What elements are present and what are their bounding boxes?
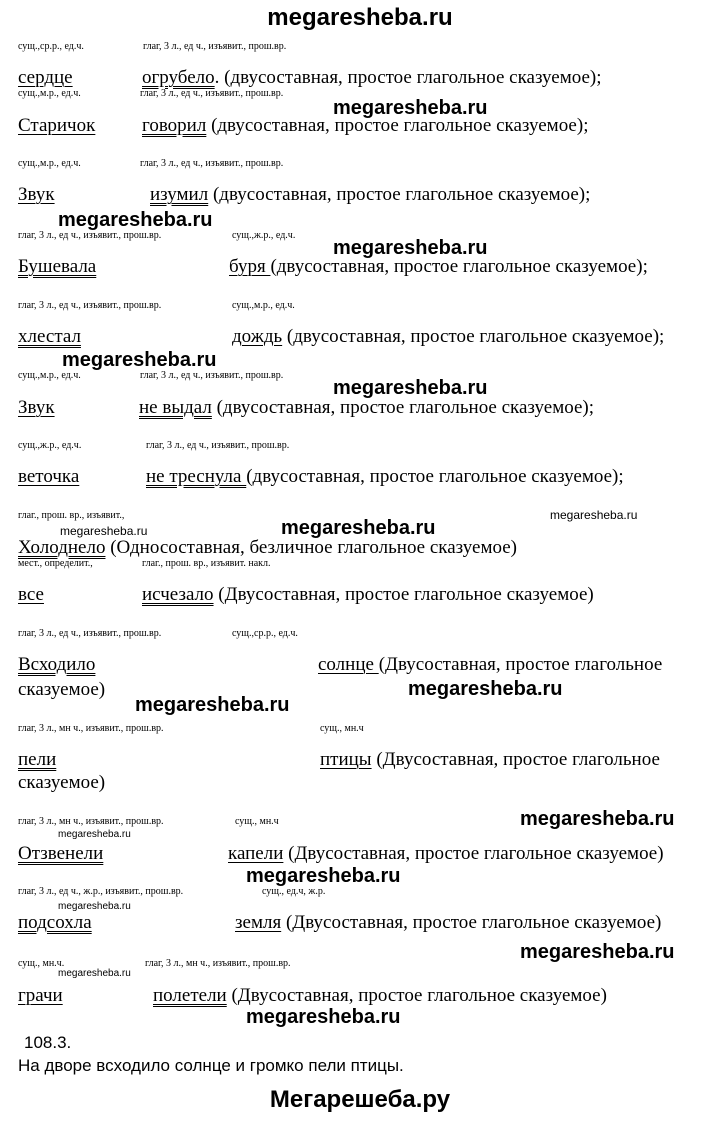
- predicate-word: Бушевала: [18, 256, 97, 277]
- grammar-note-subject: сущ.,ср.р., ед.ч.: [18, 41, 84, 52]
- subject-word: птицы: [320, 749, 372, 770]
- sentence-row: [18, 325, 81, 348]
- watermark: megaresheba.ru: [58, 901, 131, 912]
- predicate-word: Всходило: [18, 654, 96, 675]
- subject-word: Звук: [18, 397, 55, 418]
- sentence-note: (двусоставная, простое глагольное сказуемое);: [270, 256, 648, 277]
- watermark: megaresheba.ru: [333, 377, 488, 399]
- sentence-note-continuation: сказуемое): [18, 772, 106, 793]
- grammar-note-subject: глаг, 3 л., ед ч., изъявит., прош.вр.: [18, 628, 162, 639]
- watermark: megaresheba.ru: [135, 694, 290, 716]
- watermark: megaresheba.ru: [58, 968, 131, 979]
- grammar-note-predicate: глаг, 3 л., ед ч., изъявит., прош.вр.: [146, 440, 290, 451]
- sentence-note: (Двусоставная, простое глагольное сказуемое): [283, 843, 664, 864]
- page-header-title: megaresheba.ru: [267, 4, 453, 31]
- predicate-word: изумил: [150, 184, 209, 205]
- predicate-word: хлестал: [18, 326, 81, 347]
- watermark: megaresheba.ru: [408, 678, 563, 700]
- watermark: megaresheba.ru: [246, 865, 401, 887]
- sentence-row: [18, 396, 55, 419]
- subject-word: дождь: [232, 326, 283, 347]
- sentence-note: (двусоставная, простое глагольное сказуемое);: [208, 184, 591, 205]
- sentence-row: [318, 653, 662, 676]
- grammar-note-subject: глаг, 3 л., мн ч., изъявит., прош.вр.: [18, 723, 164, 734]
- grammar-note-predicate: глаг, 3 л., мн ч., изъявит., прош.вр.: [145, 958, 291, 969]
- grammar-note-predicate: глаг, 3 л., ед ч., изъявит., прош.вр.: [140, 158, 284, 169]
- sentence-row: [18, 842, 103, 865]
- sentence-row: [18, 748, 56, 771]
- grammar-note-subject: глаг, 3 л., ед ч., изъявит., прош.вр.: [18, 300, 162, 311]
- grammar-note-predicate: глаг, 3 л., ед ч., изъявит., прош.вр.: [140, 88, 284, 99]
- subject-word: все: [18, 584, 44, 605]
- sentence-note-continuation: сказуемое): [18, 679, 106, 700]
- predicate-word: Отзвенели: [18, 843, 104, 864]
- sentence-row: [18, 66, 73, 89]
- watermark: megaresheba.ru: [333, 237, 488, 259]
- predicate-word: огрубело: [142, 67, 215, 88]
- subject-word: буря: [229, 256, 271, 277]
- subject-word: капели: [228, 843, 284, 864]
- sentence-row: [232, 325, 664, 348]
- grammar-note-subject: мест., определит.,: [18, 558, 93, 569]
- sentence-row: [150, 183, 590, 206]
- sentence-row: [18, 183, 55, 206]
- watermark: megaresheba.ru: [520, 941, 675, 963]
- sentence-row: [142, 583, 594, 606]
- grammar-note-predicate: сущ., мн.ч: [235, 816, 279, 827]
- sentence-row: [18, 536, 517, 559]
- sentence-note: (Односоставная, безличное глагольное сказуемое): [105, 537, 517, 558]
- sentence-note: (Двусоставная, простое глагольное: [371, 749, 660, 770]
- sentence-row: [18, 465, 79, 488]
- sentence-note: . (двусоставная, простое глагольное сказуемое);: [214, 67, 602, 88]
- sentence-note: (двусоставная, простое глагольное сказуемое);: [211, 397, 595, 418]
- predicate-word: подсохла: [18, 912, 92, 933]
- task-sentence: На дворе всходило солнце и громко пели птицы.: [18, 1056, 404, 1075]
- grammar-note-predicate: сущ.,ср.р., ед.ч.: [232, 628, 298, 639]
- sentence-row: [146, 465, 624, 488]
- sentence-note: (двусоставная, простое глагольное сказуемое);: [246, 466, 624, 487]
- grammar-note-subject: сущ.,ж.р., ед.ч.: [18, 440, 82, 451]
- subject-word: земля: [235, 912, 282, 933]
- watermark: megaresheba.ru: [60, 524, 148, 538]
- sentence-row: [18, 583, 44, 606]
- sentence-row: [320, 748, 660, 771]
- predicate-word: пели: [18, 749, 57, 770]
- predicate-word: исчезало: [142, 584, 214, 605]
- watermark: megaresheba.ru: [62, 349, 217, 371]
- predicate-word: полетели: [153, 985, 227, 1006]
- sentence-row: [235, 911, 661, 934]
- sentence-note: (двусоставная, простое глагольное сказуемое);: [206, 115, 589, 136]
- grammar-note-predicate: сущ., ед.ч, ж.р.: [262, 886, 326, 897]
- sentence-row: [18, 114, 95, 137]
- subject-word: Звук: [18, 184, 55, 205]
- subject-word: веточка: [18, 466, 80, 487]
- sentence-note: (Двусоставная, простое глагольное сказуемое): [213, 584, 594, 605]
- sentence-row: [18, 984, 63, 1007]
- grammar-note-predicate: сущ.,м.р., ед.ч.: [232, 300, 295, 311]
- grammar-note-subject: сущ.,м.р., ед.ч.: [18, 158, 81, 169]
- grammar-note-subject: глаг, 3 л., ед ч., ж.р., изъявит., прош.вр.: [18, 886, 184, 897]
- sentence-row: [18, 653, 95, 676]
- task-number: 108.3.: [24, 1033, 72, 1052]
- sentence-note: (Двусоставная, простое глагольное сказуемое): [281, 912, 662, 933]
- subject-word: грачи: [18, 985, 63, 1006]
- predicate-word: говорил: [142, 115, 207, 136]
- grammar-note-subject: глаг, 3 л., ед ч., изъявит., прош.вр.: [18, 230, 162, 241]
- watermark: megaresheba.ru: [246, 1006, 401, 1028]
- predicate-word: не выдал: [139, 397, 212, 418]
- watermark: megaresheba.ru: [281, 517, 436, 539]
- watermark: megaresheba.ru: [333, 97, 488, 119]
- sentence-row: [228, 842, 664, 865]
- watermark: megaresheba.ru: [520, 808, 675, 830]
- predicate-word: Холоднело: [18, 537, 106, 558]
- watermark: megaresheba.ru: [58, 209, 213, 231]
- watermark: megaresheba.ru: [550, 508, 638, 522]
- grammar-note-predicate: глаг, 3 л., ед ч., изъявит., прош.вр.: [140, 370, 284, 381]
- subject-word: Старичок: [18, 115, 96, 136]
- sentence-note: (Двусоставная, простое глагольное сказуемое): [226, 985, 607, 1006]
- grammar-note-predicate: глаг, 3 л., ед ч., изъявит., прош.вр.: [143, 41, 287, 52]
- sentence-row: [18, 911, 92, 934]
- watermark: megaresheba.ru: [58, 829, 131, 840]
- grammar-note-subject: сущ.,м.р., ед.ч.: [18, 370, 81, 381]
- sentence-row: [153, 984, 607, 1007]
- predicate-word: не треснула: [146, 466, 247, 487]
- grammar-note-predicate: сущ., мн.ч: [320, 723, 364, 734]
- subject-word: сердце: [18, 67, 73, 88]
- grammar-note-subject: глаг, 3 л., мн ч., изъявит., прош.вр.: [18, 816, 164, 827]
- grammar-note-predicate: глаг., прош. вр., изъявит.,: [18, 510, 125, 521]
- grammar-note-subject: сущ.,м.р., ед.ч.: [18, 88, 81, 99]
- page-footer-title: Мегарешеба.ру: [269, 1086, 451, 1113]
- sentence-note: (Двусоставная, простое глагольное: [378, 654, 663, 675]
- sentence-note: (двусоставная, простое глагольное сказуемое);: [282, 326, 665, 347]
- subject-word: солнце: [318, 654, 379, 675]
- sentence-row: [18, 255, 96, 278]
- grammar-note-subject: сущ., мн.ч.: [18, 958, 65, 969]
- grammar-note-predicate: глаг., прош. вр., изъявит. накл.: [142, 558, 271, 569]
- sentence-row: [142, 66, 602, 89]
- grammar-note-predicate: сущ.,ж.р., ед.ч.: [232, 230, 296, 241]
